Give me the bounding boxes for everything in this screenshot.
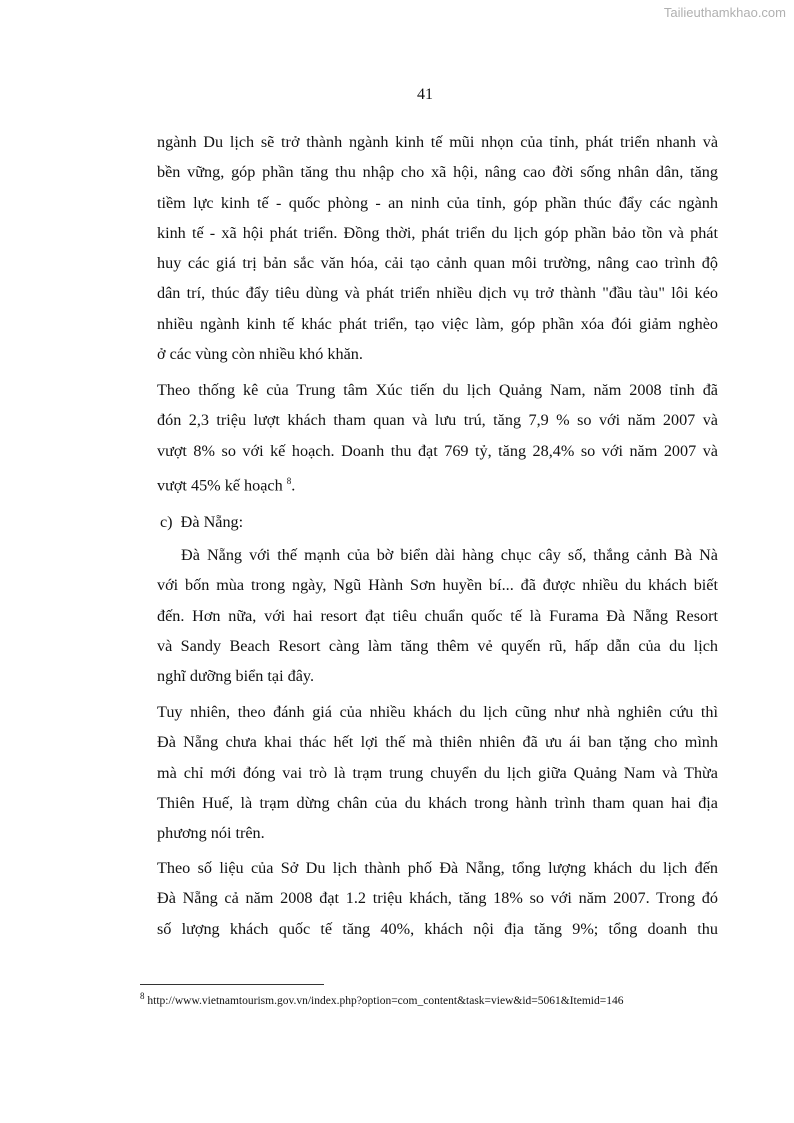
text-line: bền vững, góp phần tăng thu nhập cho xã hội, nâng cao đời sống nhân dân, tăng bbox=[157, 163, 718, 182]
text-line: nhiều ngành kinh tế khác phát triển, tạo việc làm, góp phần xóa đói giảm nghèo bbox=[157, 314, 718, 333]
text-line: huy các giá trị bản sắc văn hóa, cải tạo cảnh quan môi trường, nâng cao trình độ bbox=[157, 254, 718, 273]
text-line: đón 2,3 triệu lượt khách tham quan và lưu trú, tăng 7,9 % so với năm 2007 và bbox=[157, 411, 718, 430]
page-number: 41 bbox=[417, 86, 433, 103]
text-line: mà chỉ mới đóng vai trò là trạm trung chuyển du lịch giữa Quảng Nam và Thừa bbox=[157, 763, 718, 782]
text-line: số lượng khách quốc tế tăng 40%, khách nội địa tăng 9%; tổng doanh thu bbox=[157, 919, 718, 938]
paragraph-3 bbox=[157, 540, 718, 691]
text-line: tiềm lực kinh tế - quốc phòng - an ninh của tỉnh, góp phần thúc đẩy các ngành bbox=[157, 193, 718, 212]
text-line: nghĩ dưỡng biển tại đây. bbox=[157, 667, 314, 686]
text-line: Tuy nhiên, theo đánh giá của nhiều khách du lịch cũng như nhà nghiên cứu thì bbox=[157, 703, 718, 721]
text-line: với bốn mùa trong ngày, Ngũ Hành Sơn huyền bí... đã được nhiều du khách biết bbox=[157, 576, 718, 595]
text-line: Đà Nẵng chưa khai thác hết lợi thế mà thiên nhiên đã ưu ái ban tặng cho mình bbox=[157, 733, 718, 752]
text-line: Đà Nẵng với thế mạnh của bờ biển dài hàng chục cây số, thắng cảnh Bà Nà bbox=[181, 546, 718, 564]
text-line: phương nói trên. bbox=[157, 824, 265, 843]
footnote-divider bbox=[140, 984, 324, 985]
text-fragment: . bbox=[291, 476, 296, 495]
heading-text: c) Đà Nẵng: bbox=[160, 513, 244, 531]
paragraph-2 bbox=[157, 375, 718, 501]
text-line: đến. Hơn nữa, với hai resort đạt tiêu chuẩn quốc tế là Furama Đà Nẵng Resort bbox=[157, 606, 718, 625]
text-line: Thiên Huế, là trạm dừng chân của du khách trong hành trình tham quan hai địa bbox=[157, 793, 718, 812]
footnote bbox=[140, 991, 623, 1007]
paragraph-5 bbox=[157, 853, 718, 944]
paragraph-4 bbox=[157, 697, 718, 848]
text-line: kinh tế - xã hội phát triển. Đồng thời, phát triển du lịch góp phần bảo tồn và phát bbox=[157, 223, 718, 242]
text-line: vượt 8% so với kế hoạch. Doanh thu đạt 769 tỷ, tăng 28,4% so với năm 2007 và bbox=[157, 441, 718, 460]
text-line: Đà Nẵng cả năm 2008 đạt 1.2 triệu khách, tăng 18% so với năm 2007. Trong đó bbox=[157, 889, 718, 908]
paragraph-1 bbox=[157, 127, 718, 369]
text-line: Theo số liệu của Sở Du lịch thành phố Đà Nẵng, tổng lượng khách du lịch đến bbox=[157, 859, 718, 877]
watermark: Tailieuthamkhao.com bbox=[663, 5, 786, 20]
text-line: dân trí, thúc đẩy tiêu dùng và phát triển nhiều dịch vụ trở thành "đầu tàu" lôi kéo bbox=[157, 284, 718, 303]
text-line bbox=[157, 466, 718, 501]
text-line: ở các vùng còn nhiều khó khăn. bbox=[157, 345, 363, 364]
text-line: ngành Du lịch sẽ trở thành ngành kinh tế mũi nhọn của tỉnh, phát triển nhanh và bbox=[157, 133, 718, 151]
text-line: và Sandy Beach Resort càng làm tăng thêm vẻ quyến rũ, hấp dẫn của du lịch bbox=[157, 636, 718, 655]
footnote-number: 8 bbox=[140, 991, 145, 1001]
text-fragment: vượt 45% kế hoạch bbox=[157, 476, 287, 495]
footnote-reference[interactable]: 8 bbox=[286, 475, 292, 486]
footnote-link[interactable]: http://www.vietnamtourism.gov.vn/index.php?option=com_content&task=view&id=5061&Itemid=146 bbox=[144, 994, 624, 1007]
section-heading bbox=[160, 507, 721, 537]
text-line: Theo thống kê của Trung tâm Xúc tiến du lịch Quảng Nam, năm 2008 tỉnh đã bbox=[157, 381, 718, 399]
